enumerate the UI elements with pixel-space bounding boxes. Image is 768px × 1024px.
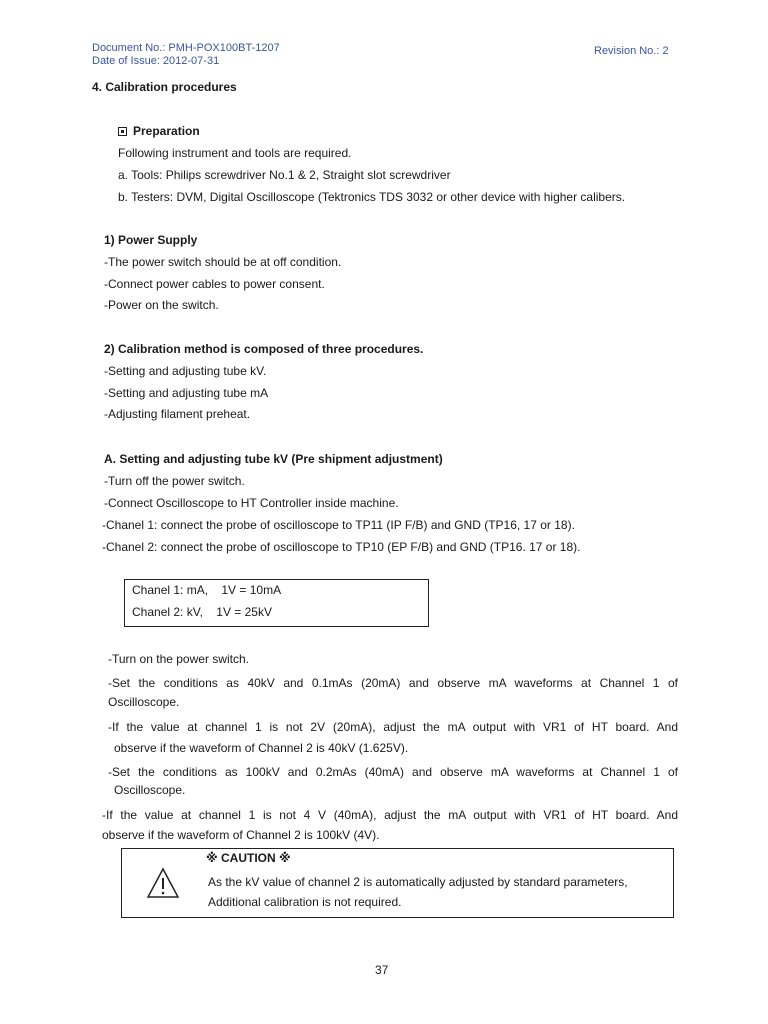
- step-if-value-2: -If the value at channel 1 is not 4 V (40mA), adjust the mA output with VR1 of HT board. And: [102, 808, 678, 822]
- power-supply-line: -Power on the switch.: [104, 298, 219, 312]
- preparation-heading-text: Preparation: [133, 124, 200, 138]
- step-if-value-1-cont: observe if the waveform of Channel 2 is 40kV (1.625V).: [114, 741, 409, 755]
- section-a-line: -Connect Oscilloscope to HT Controller inside machine.: [104, 496, 399, 510]
- revision-number: Revision No.: 2: [594, 45, 669, 57]
- caution-title: ※ CAUTION ※: [206, 851, 291, 865]
- page-number: 37: [375, 963, 389, 977]
- calibration-method-line: -Setting and adjusting tube kV.: [104, 364, 267, 378]
- date-of-issue: Date of Issue: 2012-07-31: [92, 55, 220, 67]
- calibration-method-heading: 2) Calibration method is composed of three procedures.: [104, 342, 424, 356]
- power-supply-line: -Connect power cables to power consent.: [104, 277, 325, 291]
- calibration-method-line: -Adjusting filament preheat.: [104, 407, 251, 421]
- step-set-conditions-1: -Set the conditions as 40kV and 0.1mAs (20mA) and observe mA waveforms at Channel 1 of: [108, 676, 678, 690]
- channel-settings-box: [124, 579, 429, 627]
- preparation-heading: [118, 124, 200, 139]
- power-supply-line: -The power switch should be at off condition.: [104, 255, 342, 269]
- step-if-value-2-cont: observe if the waveform of Channel 2 is 100kV (4V).: [102, 828, 380, 842]
- caution-line-1: As the kV value of channel 2 is automatically adjusted by standard parameters,: [208, 875, 628, 889]
- document-number: Document No.: PMH-POX100BT-1207: [92, 42, 280, 54]
- step-if-value-1: -If the value at channel 1 is not 2V (20mA), adjust the mA output with VR1 of HT board. And: [108, 720, 678, 734]
- section-a-heading: A. Setting and adjusting tube kV (Pre shipment adjustment): [104, 452, 443, 466]
- step-set-conditions-2-cont: Oscilloscope.: [114, 783, 186, 797]
- calibration-method-line: -Setting and adjusting tube mA: [104, 386, 269, 400]
- step-set-conditions-1-cont: Oscilloscope.: [108, 695, 180, 709]
- channel-2-setting: Chanel 2: kV, 1V = 25kV: [132, 605, 272, 619]
- channel-1-setting: Chanel 1: mA, 1V = 10mA: [132, 583, 282, 597]
- section-a-line: -Chanel 2: connect the probe of oscilloscope to TP10 (EP F/B) and GND (TP16. 17 or 18).: [102, 540, 581, 554]
- preparation-item-testers: b. Testers: DVM, Digital Oscilloscope (Tektronics TDS 3032 or other device with higher calibers.: [118, 190, 626, 204]
- caution-line-2: Additional calibration is not required.: [208, 895, 402, 909]
- section-title: 4. Calibration procedures: [92, 80, 237, 94]
- section-a-line: -Turn off the power switch.: [104, 474, 245, 488]
- checkbox-square-icon: [118, 127, 127, 136]
- step-turn-on: -Turn on the power switch.: [108, 652, 249, 666]
- preparation-item-tools: a. Tools: Philips screwdriver No.1 & 2, Straight slot screwdriver: [118, 168, 451, 182]
- power-supply-heading: 1) Power Supply: [104, 233, 198, 247]
- section-a-line: -Chanel 1: connect the probe of oscilloscope to TP11 (IP F/B) and GND (TP16, 17 or 18).: [102, 518, 575, 532]
- warning-triangle-icon: [146, 867, 180, 899]
- caution-box: [121, 848, 674, 918]
- preparation-intro: Following instrument and tools are required.: [118, 146, 352, 160]
- step-set-conditions-2: -Set the conditions as 100kV and 0.2mAs (40mA) and observe mA waveforms at Channel 1 of: [108, 765, 678, 779]
